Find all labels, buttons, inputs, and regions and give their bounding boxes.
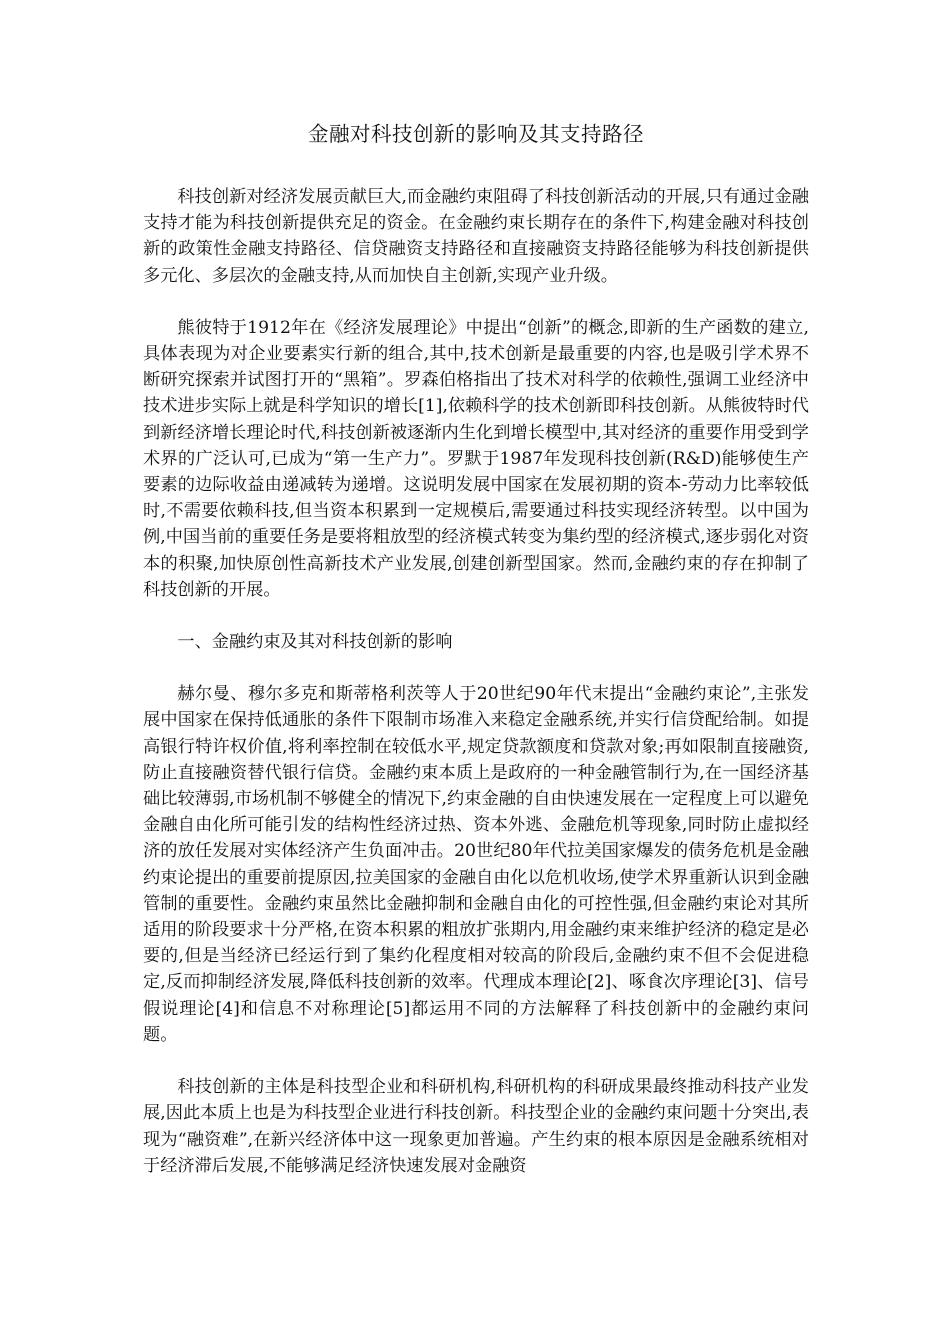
intro-paragraph: 熊彼特于1912年在《经济发展理论》中提出“创新”的概念,即新的生产函数的建立,具体表现为对企业要素实行新的组合,其中,技术创新是最重要的内容,也是吸引学术界不断研究探索并试图打开的“黑箱”。罗森伯格指出了技术对科学的依赖性,强调工业经济中技术进步实际上就是科学知识的增长[1],依赖科学的技术创新即科技创新。从熊彼特时代到新经济增长理论时代,科技创新被逐渐内生化到增长模型中,其对经济的重要作用受到学术界的广泛认可,已成为“第一生产力”。罗默于1987年发现科技创新(R&D)能够使生产要素的边际收益由递减转为递增。这说明发展中国家在发展初期的资本-劳动力比率较低时,不需要依赖科技,但当资本积累到一定规模后,需要通过科技实现经济转型。以中国为例,中国当前的重要任务是要将粗放型的经济模式转变为集约型的经济模式,逐步弱化对资本的积聚,加快原创性高新技术产业发展,创建创新型国家。然而,金融约束的存在抑制了科技创新的开展。 bbox=[143, 317, 809, 600]
section-paragraph: 赫尔曼、穆尔多克和斯蒂格利茨等人于20世纪90年代末提出“金融约束论”,主张发展中国家在保持低通胀的条件下限制市场准入来稳定金融系统,并实行信贷配给制。如提高银行特许权价值,将利率控制在较低水平,规定贷款额度和贷款对象;再如限制直接融资,防止直接融资替代银行信贷。金融约束本质上是政府的一种金融管制行为,在一国经济基础比较薄弱,市场机制不够健全的情况下,约束金融的自由快速发展在一定程度上可以避免金融自由化所可能引发的结构性经济过热、资本外逃、金融危机等现象,同时防止虚拟经济的放任发展对实体经济产生负面冲击。20世纪80年代拉美国家爆发的债务危机是金融约束论提出的重要前提原因,拉美国家的金融自由化以危机收场,使学术界重新认识到金融管制的重要性。金融约束虽然比金融抑制和金融自由化的可控性强,但金融约束论对其所适用的阶段要求十分严格,在资本积累的粗放扩张期内,用金融约束来维护经济的稳定是必要的,但是当经济已经运行到了集约化程度相对较高的阶段后,金融约束不但不会促进稳定,反而抑制经济发展,降低科技创新的效率。代理成本理论[2]、啄食次序理论[3]、信号假说理论[4]和信息不对称理论[5]都运用不同的方法解释了科技创新中的金融约束问题。 bbox=[143, 684, 809, 1045]
section-paragraph: 科技创新的主体是科技型企业和科研机构,科研机构的科研成果最终推动科技产业发展,因此本质上也是为科技型企业进行科技创新。科技型企业的金融约束问题十分突出,表现为“融资难”,在新兴经济体中这一现象更加普遍。产生约束的根本原因是金融系统相对于经济滞后发展,不能够满足经济快速发展对金融资 bbox=[143, 1077, 809, 1176]
document-title: 金融对科技创新的影响及其支持路径 bbox=[308, 122, 644, 146]
document-page bbox=[143, 118, 809, 1205]
section-heading: 一、金融约束及其对科技创新的影响 bbox=[177, 632, 453, 653]
abstract-paragraph: 科技创新对经济发展贡献巨大,而金融约束阻碍了科技创新活动的开展,只有通过金融支持才能为科技创新提供充足的资金。在金融约束长期存在的条件下,构建金融对科技创新的政策性金融支持路径、信贷融资支持路径和直接融资支持路径能够为科技创新提供多元化、多层次的金融支持,从而加快自主创新,实现产业升级。 bbox=[143, 187, 809, 286]
